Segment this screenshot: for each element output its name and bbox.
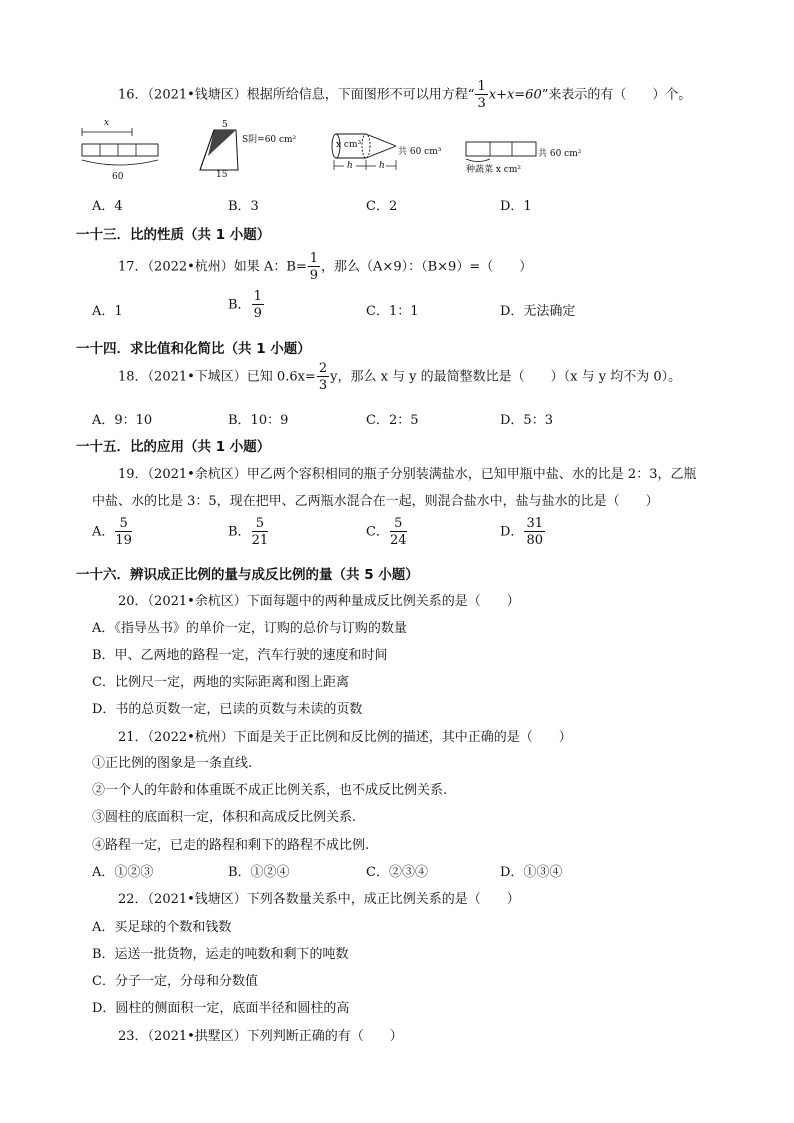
question-17-option-c: C．1：1	[366, 304, 419, 319]
option-label: D．	[500, 524, 524, 540]
fraction-numerator: 1	[309, 251, 319, 266]
question-16	[118, 80, 691, 110]
question-16-equation: x+x=60	[488, 87, 542, 103]
question-17-suffix: ，那么（A×9）：（B×9）=（ ）	[321, 259, 533, 275]
question-22-option-c: C．分子一定，分母和分数值	[92, 974, 258, 989]
section-15-heading: 一十五．比的应用（共 1 小题）	[76, 439, 271, 455]
question-22-option-d: D．圆柱的侧面积一定，底面半径和圆柱的高	[92, 1001, 350, 1016]
figure-segment-bar	[78, 118, 162, 188]
question-16-prefix: 16．（2021•钱塘区）根据所给信息，下面图形不可以用方程“	[118, 87, 475, 103]
option-label: C．	[366, 524, 389, 540]
question-16-option-d: D．1	[500, 199, 532, 214]
fraction-denominator: 21	[251, 533, 269, 548]
question-17-option-a: A．1	[92, 304, 123, 319]
figure-3-h2-label: h	[379, 161, 385, 171]
question-21-option-c: C．②③④	[366, 865, 428, 880]
question-18-option-b: B．10：9	[228, 413, 289, 428]
question-17-option-d: D．无法确定	[500, 304, 576, 319]
fraction-numerator: 1	[477, 79, 486, 94]
figure-cylinder-cone	[330, 130, 442, 174]
figure-1-x-label: x	[104, 118, 110, 128]
question-21-option-b: B．①②④	[228, 865, 290, 880]
question-21-statement-3: ③圆柱的底面积一定，体积和高成反比例关系.	[92, 810, 357, 825]
question-20-option-d: D．书的总页数一定，已读的页数与未读的页数	[92, 702, 363, 717]
question-19-option-b	[228, 517, 269, 547]
figure-4-vegetable-label: 种蔬菜 x cm²	[466, 165, 521, 175]
question-17-prefix: 17．（2022•杭州）如果 A：B=	[118, 259, 307, 275]
question-16-suffix: ”来表示的有（ ）个。	[541, 87, 692, 103]
question-19-option-a	[92, 517, 133, 547]
question-17	[118, 252, 532, 282]
question-22-option-a: A．买足球的个数和钱数	[92, 920, 232, 935]
fraction-numerator: 5	[252, 517, 269, 532]
section-13-heading: 一十三．比的性质（共 1 小题）	[76, 227, 271, 243]
question-20-option-c: C．比例尺一定，两地的实际距离和图上距离	[92, 675, 349, 690]
question-21-statement-4: ④路程一定，已走的路程和剩下的路程不成比例.	[92, 838, 370, 853]
question-16-fraction	[475, 80, 487, 110]
question-20-option-a: A．《指导丛书》的单价一定，订购的总价与订购的数量	[92, 621, 407, 636]
figure-1-total-label: 60	[112, 172, 124, 182]
question-21-option-a: A．①②③	[92, 865, 154, 880]
fraction-denominator: 3	[318, 378, 328, 393]
question-18	[118, 362, 681, 392]
question-22-option-b: B．运送一批货物，运走的吨数和剩下的吨数	[92, 947, 349, 962]
question-19-line-1: 19．（2021•余杭区）甲乙两个容积相同的瓶子分别装满盐水，已知甲瓶中盐、水的比是 2：3，乙瓶	[118, 467, 697, 482]
question-21: 21．（2022•杭州）下面是关于正比例和反比例的描述，其中正确的是（ ）	[118, 730, 572, 745]
option-label: B．	[228, 524, 251, 540]
question-16-option-b: B．3	[228, 199, 259, 214]
question-21-statement-2: ②一个人的年龄和体重既不成正比例关系，也不成反比例关系.	[92, 783, 448, 798]
question-21-option-d: D．①③④	[500, 865, 563, 880]
figure-3-h1-label: h	[347, 161, 353, 171]
fraction-denominator: 80	[526, 533, 543, 548]
option-label: A．	[92, 524, 115, 540]
fraction-numerator: 1	[253, 289, 262, 304]
question-20-option-b: B．甲、乙两地的路程一定，汽车行驶的速度和时间	[92, 648, 388, 663]
fraction-denominator: 3	[477, 96, 486, 111]
question-18-suffix: y，那么 x 与 y 的最简整数比是（ ）（x 与 y 均不为 0）。	[330, 369, 682, 385]
figure-2-inner-label: x cm²	[210, 152, 236, 162]
figure-4-total-label: 共 60 cm²	[538, 149, 582, 159]
option-fraction	[115, 517, 132, 547]
question-18-option-c: C．2：5	[366, 413, 419, 428]
question-20: 20．（2021•余杭区）下面每题中的两种量成反比例关系的是（ ）	[118, 594, 520, 609]
figure-2-area-label: S阴=60 cm²	[242, 135, 297, 145]
fraction-denominator: 9	[309, 268, 319, 283]
question-18-prefix: 18．（2021•下城区）已知 0.6x=	[118, 369, 316, 385]
fraction-numerator: 5	[115, 517, 132, 532]
option-fraction	[390, 517, 407, 547]
question-17-option-b	[228, 290, 265, 320]
figure-rectangle-plot	[464, 138, 582, 175]
fraction-numerator: 5	[390, 517, 407, 532]
question-23: 23．（2021•拱墅区）下列判断正确的有（ ）	[118, 1029, 403, 1044]
question-21-statement-1: ①正比例的图象是一条直线.	[92, 756, 253, 771]
question-19-option-d	[500, 517, 546, 547]
figure-3-inner-label: x cm³	[336, 140, 362, 150]
question-17-option-b-fraction	[252, 290, 264, 320]
fraction-denominator: 19	[115, 533, 132, 548]
section-14-heading: 一十四．求比值和化简比（共 1 小题）	[76, 341, 311, 357]
fraction-numerator: 2	[318, 361, 328, 376]
figure-2-top-label: 5	[222, 120, 228, 130]
question-19-line-2: 中盐、水的比是 3：5，现在把甲、乙两瓶水混合在一起，则混合盐水中，盐与盐水的比是（ ）	[92, 494, 659, 509]
figure-2-bottom-label: 15	[216, 170, 228, 180]
question-18-option-d: D．5：3	[500, 413, 553, 428]
fraction-numerator: 31	[526, 516, 543, 531]
figure-3-total-label: 共 60 cm³	[398, 147, 442, 157]
section-16-heading: 一十六．辨识成正比例的量与成反比例的量（共 5 小题）	[76, 567, 419, 583]
question-18-fraction	[317, 362, 329, 392]
question-16-option-a: A．4	[92, 199, 123, 214]
option-fraction	[252, 517, 269, 547]
question-18-option-a: A．9：10	[92, 413, 153, 428]
option-fraction	[524, 517, 545, 547]
question-16-option-c: C．2	[366, 199, 398, 214]
question-17-fraction	[308, 252, 320, 282]
fraction-denominator: 24	[389, 533, 407, 548]
option-label: B．	[228, 297, 251, 313]
question-22: 22．（2021•钱塘区）下列各数量关系中，成正比例关系的是（ ）	[118, 892, 520, 907]
question-19-option-c	[366, 517, 408, 547]
fraction-denominator: 9	[253, 306, 262, 321]
figure-triangle	[196, 118, 296, 182]
